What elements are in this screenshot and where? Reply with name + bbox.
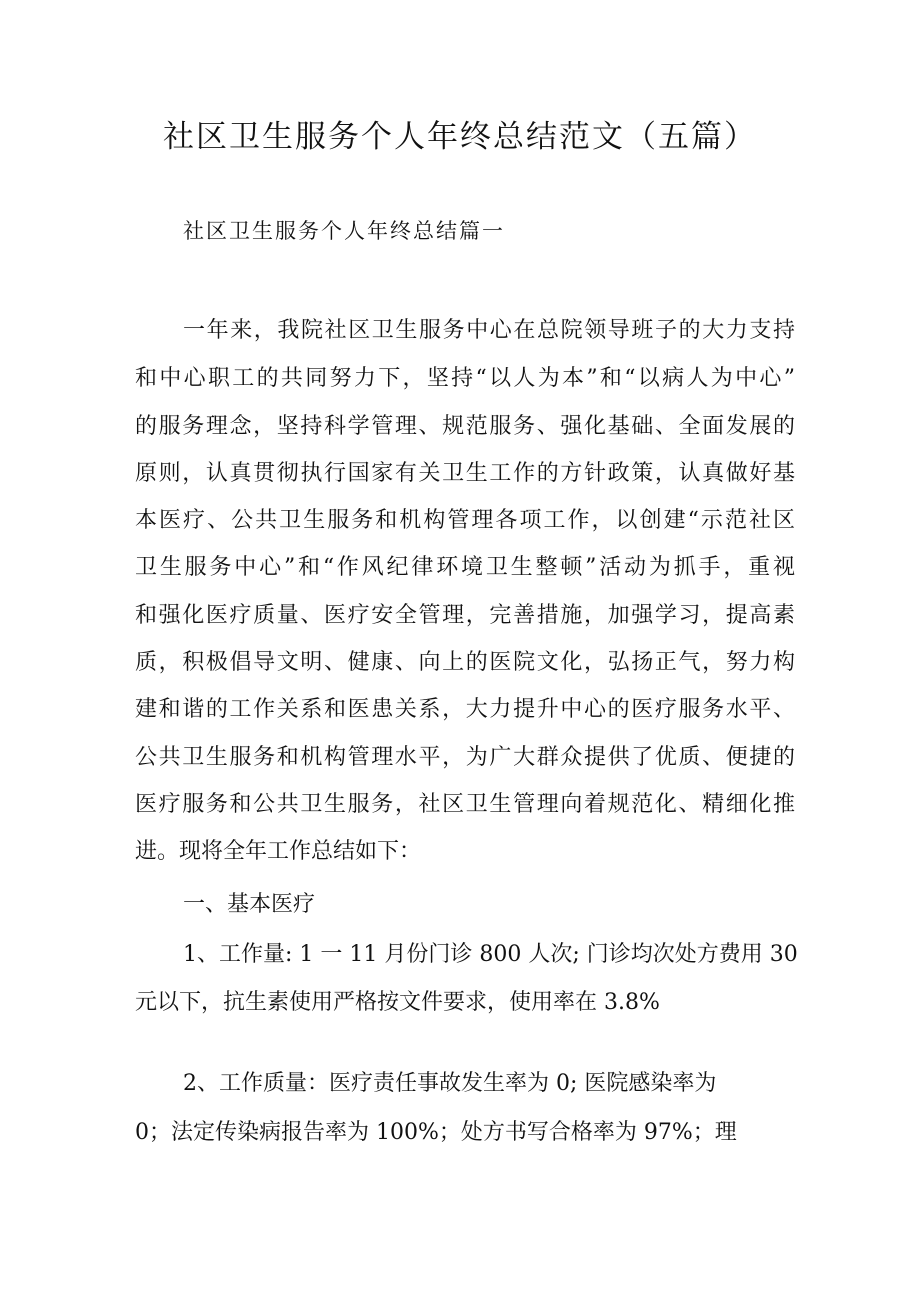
- paragraph-line: 一年来，我院社区卫生服务中心在总院领导班子的大力支持: [183, 318, 795, 343]
- section-subtitle: 社区卫生服务个人年终总结篇一: [183, 219, 505, 243]
- paragraph-line: 本医疗、公共卫生服务和机构管理各项工作，以创建“示范社区: [135, 508, 795, 533]
- document-title: 社区卫生服务个人年终总结范文（五篇）: [163, 119, 757, 155]
- paragraph-line: 医疗服务和公共卫生服务，社区卫生管理向着规范化、精细化推: [135, 792, 795, 817]
- paragraph-line: 质，积极倡导文明、健康、向上的医院文化，弘扬正气，努力构: [135, 650, 795, 675]
- item-line: 1、工作量: 1 一 11 月份门诊 800 人次; 门诊均次处方费用 30: [183, 942, 798, 967]
- paragraph-line: 公共卫生服务和机构管理水平，为广大群众提供了优质、便捷的: [135, 745, 795, 770]
- paragraph-line: 卫生服务中心”和“作风纪律环境卫生整顿”活动为抓手，重视: [135, 555, 795, 580]
- paragraph-line: 建和谐的工作关系和医患关系，大力提升中心的医疗服务水平、: [135, 697, 795, 722]
- paragraph-line: 进。现将全年工作总结如下：: [135, 839, 422, 864]
- item-line: 元以下，抗生素使用严格按文件要求，使用率在 3.8%: [135, 990, 660, 1015]
- paragraph-line: 和强化医疗质量、医疗安全管理，完善措施，加强学习，提高素: [135, 603, 795, 628]
- item-line: 2、工作质量：医疗责任事故发生率为 0; 医院感染率为: [183, 1071, 717, 1096]
- paragraph-line: 的服务理念，坚持科学管理、规范服务、强化基础、全面发展的: [135, 414, 795, 439]
- paragraph-line: 原则，认真贯彻执行国家有关卫生工作的方针政策，认真做好基: [135, 461, 795, 486]
- item-line: 0；法定传染病报告率为 100%；处方书写合格率为 97%；理: [135, 1120, 737, 1145]
- paragraph-line: 和中心职工的共同努力下，坚持“以人为本”和“以病人为中心”: [135, 366, 795, 391]
- section-heading: 一、基本医疗: [183, 892, 316, 917]
